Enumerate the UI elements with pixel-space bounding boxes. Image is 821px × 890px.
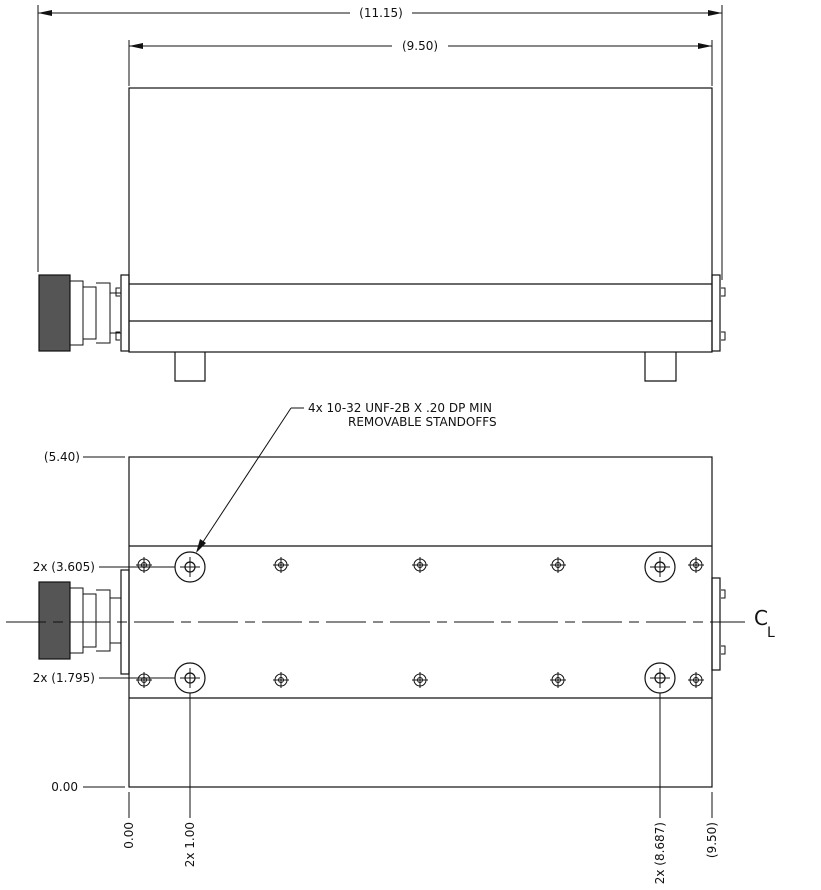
flange-screws: [116, 288, 725, 340]
standoff-hole: [175, 663, 205, 693]
screw-head: [688, 557, 704, 573]
flange-left: [121, 275, 129, 351]
callout-line1: 4x 10-32 UNF-2B X .20 DP MIN: [308, 401, 493, 415]
x-zero-label: 0.00: [122, 822, 136, 849]
front-view: [6, 401, 775, 884]
body-length-dimension: [129, 39, 712, 86]
standoff-hole: [645, 663, 675, 693]
leader-line: [199, 408, 291, 548]
rf-connector-top: [39, 275, 121, 351]
height-label: (5.40): [43, 450, 80, 464]
overall-length-label: (11.15): [359, 6, 403, 20]
screw-head: [273, 557, 289, 573]
arrowhead-right: [708, 10, 722, 16]
screw-row-upper: [136, 557, 704, 573]
screw-head: [412, 557, 428, 573]
flange-right-front: [712, 578, 720, 670]
connector-body: [70, 588, 121, 653]
foot-left: [175, 352, 205, 381]
top-view: [38, 5, 725, 381]
centerline-symbol-c: C: [754, 606, 768, 630]
enclosure-body-top: [129, 88, 712, 352]
callout-line2: REMOVABLE STANDOFFS: [348, 415, 497, 429]
standoff-hole: [175, 552, 205, 582]
arrowhead-left: [38, 10, 52, 16]
rf-connector-front: [39, 582, 121, 659]
arrowhead-right: [698, 43, 712, 49]
y-zero-label: 0.00: [51, 780, 78, 794]
screw-row-lower: [136, 672, 704, 688]
screw-head: [688, 672, 704, 688]
length-label: (9.50): [705, 822, 719, 859]
standoff-hole: [645, 552, 675, 582]
standoff-callout: [196, 401, 497, 553]
screw-head: [273, 672, 289, 688]
body-length-label: (9.50): [401, 39, 439, 53]
arrowhead-left: [129, 43, 143, 49]
upper-holes-label: 2x (3.605): [32, 560, 95, 574]
foot-right: [645, 352, 676, 381]
lower-holes-label: 2x (1.795): [32, 671, 95, 685]
last-holes-label: 2x (8.687): [653, 822, 667, 885]
centerline-symbol-l: L: [767, 625, 775, 641]
screw-head: [550, 557, 566, 573]
screw-head: [550, 672, 566, 688]
screw-head: [136, 557, 152, 573]
flange-right: [712, 275, 720, 351]
horizontal-ordinate-dimensions: [122, 693, 719, 884]
screw-head: [412, 672, 428, 688]
screw-head: [136, 672, 152, 688]
connector-body: [70, 281, 121, 345]
knurled-nut: [39, 275, 70, 351]
knurled-nut: [39, 582, 70, 659]
first-holes-label: 2x 1.00: [183, 822, 197, 868]
